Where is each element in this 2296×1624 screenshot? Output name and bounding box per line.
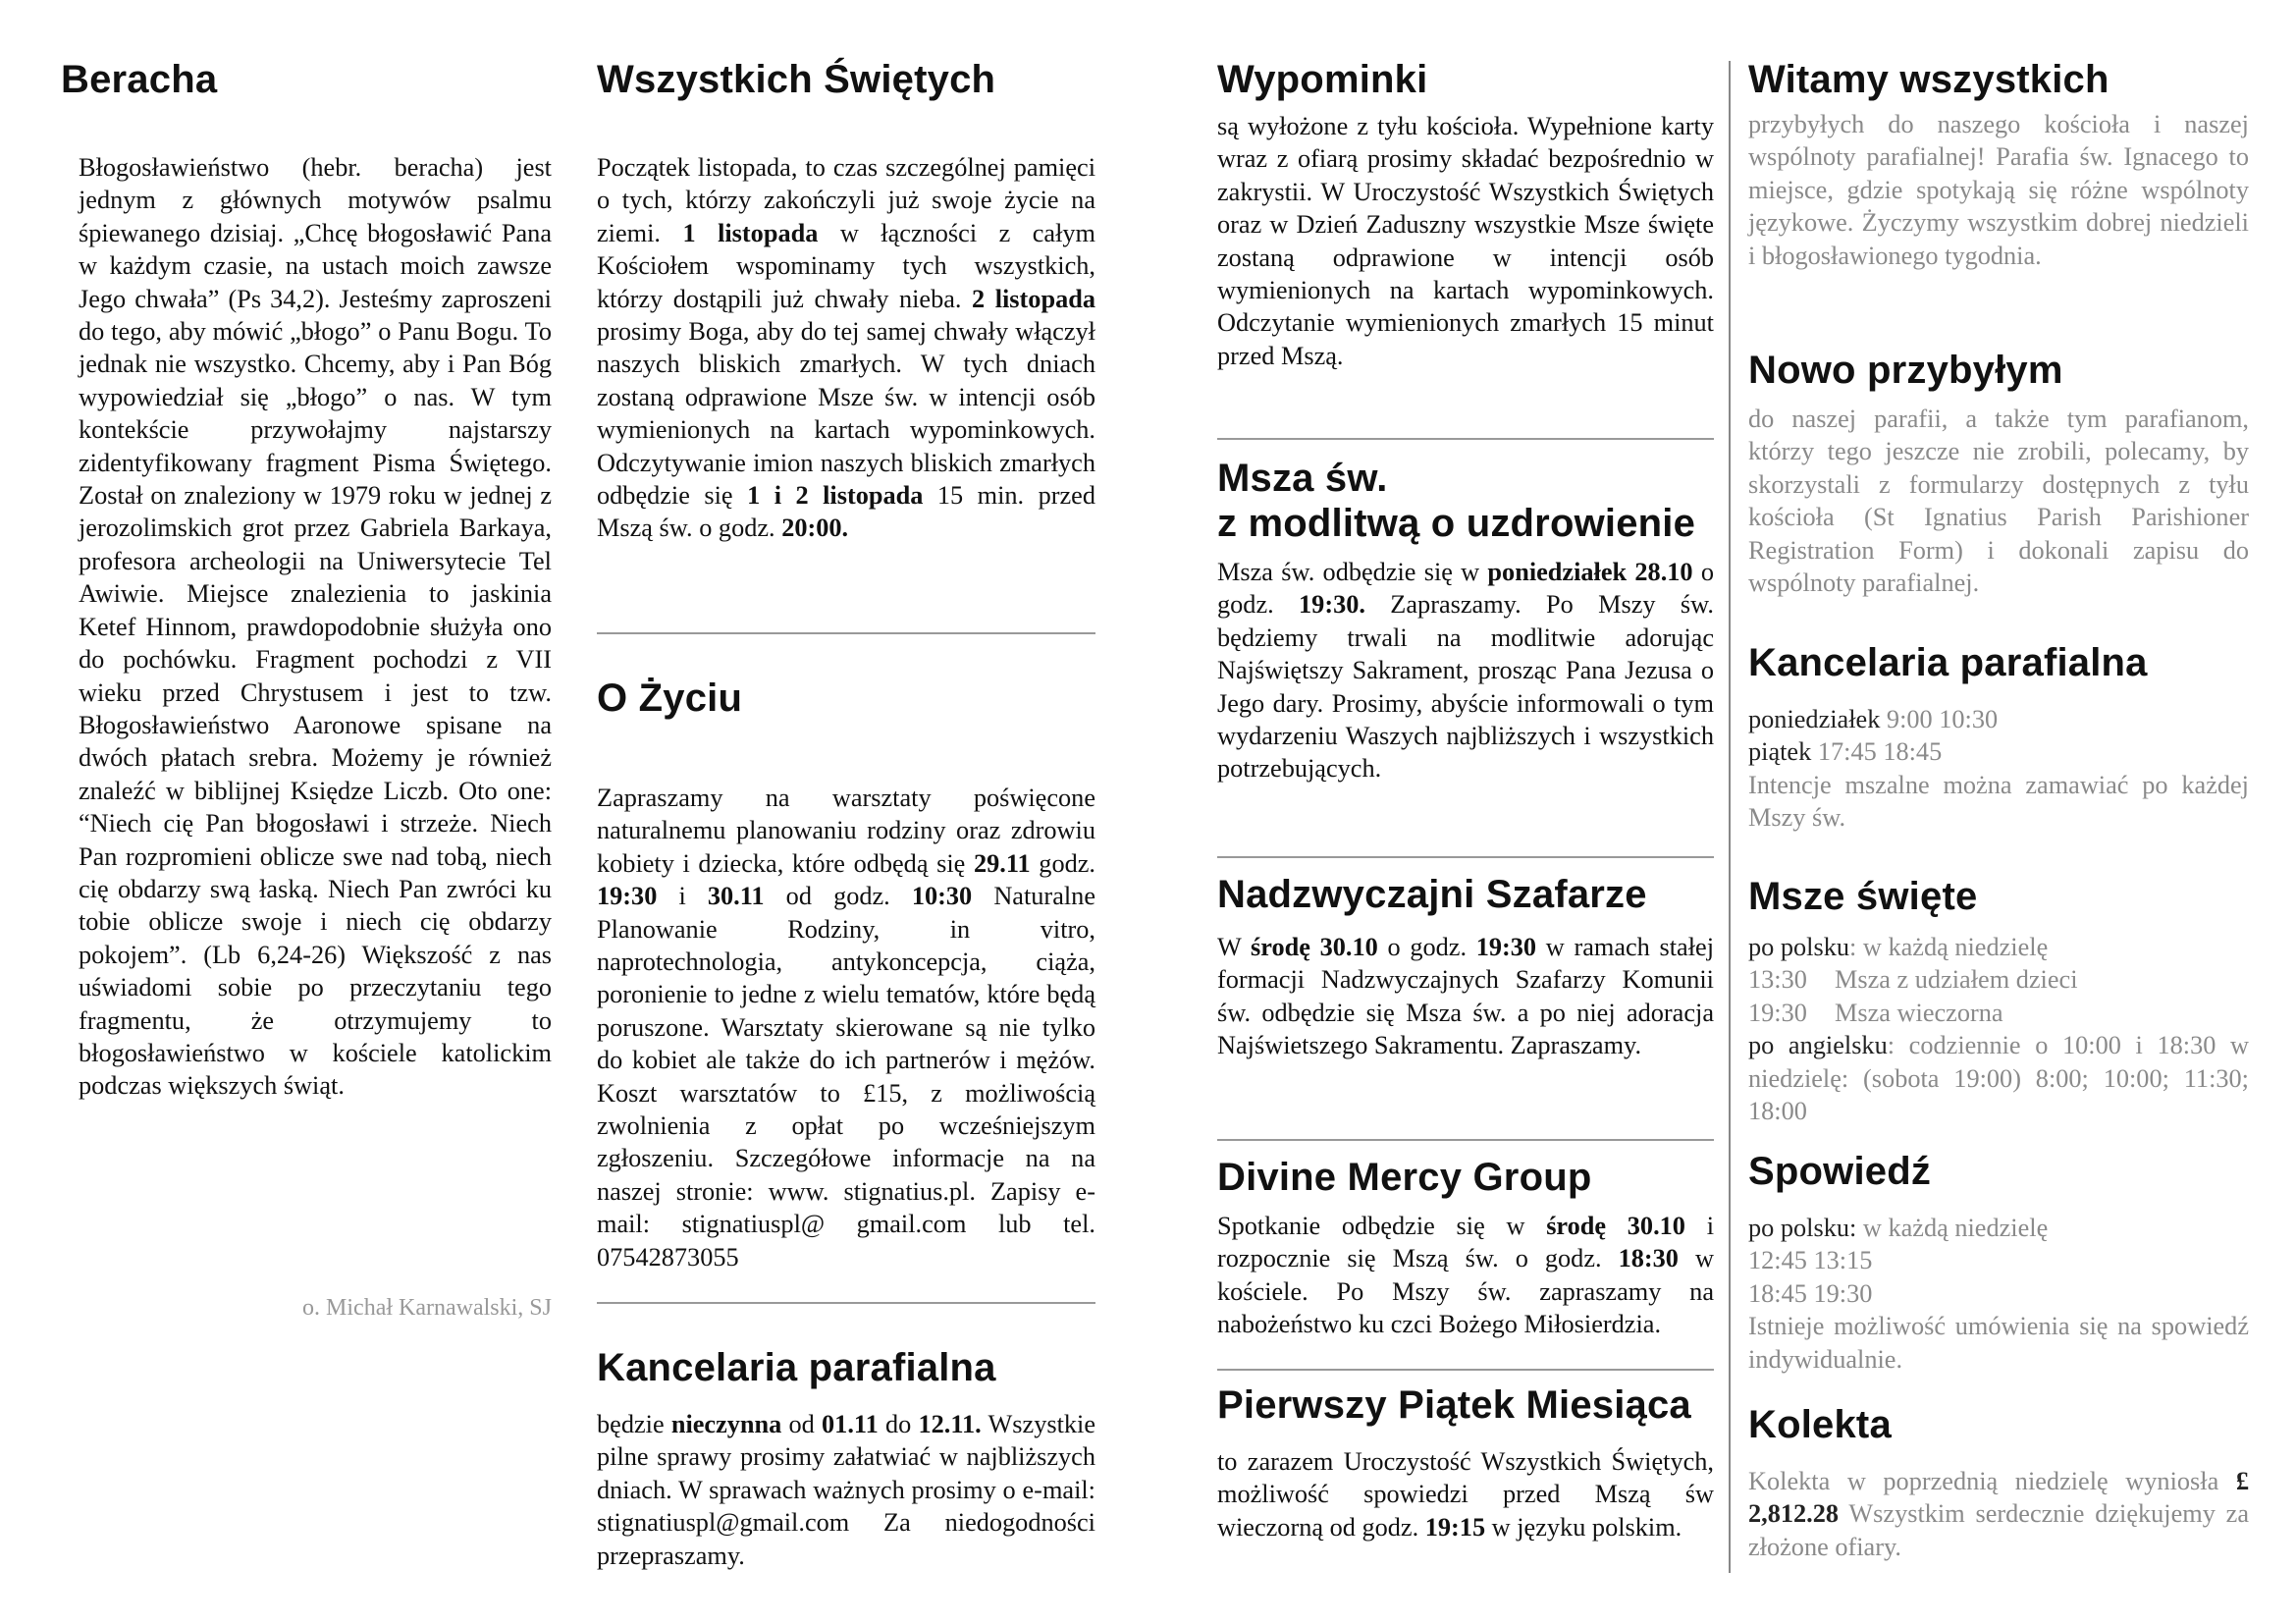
divider [1217, 856, 1714, 858]
section-title: Witamy wszystkich [1748, 58, 2109, 101]
mass-row: 19:30 Msza wieczorna [1748, 998, 2003, 1027]
section-healing-mass [1217, 456, 1714, 785]
divider [1217, 1139, 1714, 1141]
divider [597, 1302, 1095, 1304]
section-title: Nadzwyczajni Szafarze [1217, 873, 1647, 916]
section-divine-mercy [1217, 1155, 1714, 1341]
beracha-body: Błogosławieństwo (hebr. beracha) jest jednym z głównych motywów psalmu śpiewanego dzisiaj. „Chcę błogosławić Pana w każdym czasie, na ustach moich zawsze Jego chwała” (Ps 34,2). Jesteśmy zaproszeni do tego, aby mówić „błogo” o Panu Bogu. To jednak nie wszystko. Chcemy, aby i Pan Bóg wypowiedział się „błogo” o nas. W tym kontekście przywołajmy najstarszy zidentyfikowany fragment Pisma Świętego. Został on znaleziony w 1979 roku w jednej z jerozolimskich grot przez Gabriela Barkaya, profesora archeologii na Uniwersytecie Tel Awiwie. Miejsce znalezienia to jaskinia Ketef Hinnom, prawdopodobnie służyła ono do pochówku. Fragment pochodzi z VII wieku przed Chrystusem i jest to tzw. Błogosławieństwo Aaronowe spisane na dwóch płatach srebra. Możemy je również znaleźć w biblijnej Księdze Liczb. Oto one: “Niech cię Pan błogosławi i strzeże. Niech Pan rozpromieni oblicze swe nad tobą, niech cię obdarzy swą łaską. Niech Pan zwróci ku tobie oblicze swoje i niech cię obdarzy pokojem”. (Lb 6,24-26) Większość z nas uświadomi sobie po przeczytaniu tego fragmentu, że otrzymujemy to błogosławieństwo w kościele katolickim podczas większych świąt. [79, 153, 552, 1101]
confession-time: 12:45 13:15 [1748, 1246, 1873, 1275]
section-office-hours [1748, 640, 2249, 835]
mass-row: 13:30 Msza z udziałem dzieci [1748, 965, 2078, 995]
section-title: Divine Mercy Group [1217, 1156, 1592, 1199]
section-confession [1748, 1149, 2249, 1376]
section-collection [1748, 1402, 2249, 1563]
section-masses [1748, 874, 2249, 1127]
beracha-body-wrap [79, 151, 552, 1103]
welcome-body: przybyłych do naszego kościoła i naszej wspólnoty parafialnej! Parafia św. Ignacego to miejsce, gdzie spotykają się różne wspólnoty językowe. Życzymy wszystkim dobrej niedzieli i błogosławionego tygodnia. [1748, 110, 2249, 270]
divider [1217, 1369, 1714, 1371]
office-note: Intencje mszalne można zamawiać po każdej Mszy św. [1748, 770, 2249, 833]
ministers-body: W środę 30.10 o godz. 19:30 w ramach stałej formacji Nadzwyczajnych Szafarzy Komunii św. odbędzie się Msza św. a po niej adoracja Najświetszego Sakramentu. Zapraszamy. [1217, 933, 1715, 1060]
section-title: Pierwszy Piątek Miesiąca [1217, 1383, 1691, 1427]
section-first-friday [1217, 1382, 1714, 1543]
section-life [597, 676, 1095, 1273]
mercy-body: Spotkanie odbędzie się w środę 30.10 i rozpocznie się Mszą św. o godz. 18:30 w kościele. Po Mszy św. zapraszamy na nabożeństwo ku czci Bożego Miłosierdzia. [1217, 1212, 1714, 1339]
section-title: Wszystkich Świętych [597, 58, 996, 101]
section-title: Kancelaria parafialna [1748, 641, 2148, 684]
section-remembrance [1217, 57, 1714, 372]
life-body: Zapraszamy na warsztaty poświęcone naturalnemu planowaniu rodziny oraz zdrowiu kobiety i dziecka, które odbędą się 29.11 godz. 19:30 i 30.11 od godz. 10:30 Naturalne Planowanie Rodziny, in vitro, naprotechnologia, antykoncepcja, ciąża, poronienie to jedne z wielu tematów, które będą poruszone. Warsztaty skierowane są nie tylko do kobiet ale także do ich partnerów i mężów. Koszt warsztatów to £15, z możliwością zwolnienia z opłat po wcześniejszym zgłoszeniu. Szczegółowe informacje na na naszej stronie: www. stignatius.pl. Zapisy e-mail: stignatiuspl@ gmail.com lub tel. 07542873055 [597, 784, 1095, 1272]
all-saints-body: Początek listopada, to czas szczególnej pamięci o tych, którzy zakończyli już swoje życie na ziemi. 1 listopada w łączności z całym Kościołem wspominamy tych wszystkich, którzy dostąpili już chwały nieba. 2 listopada prosimy Boga, aby do tej samej chwały włączył naszych bliskich zmarłych. W tych dniach zostaną odprawione Msze św. w intencji osób wymienionych na kartach wypominkowych. Odczytywanie imion naszych bliskich zmarłych odbędzie się 1 i 2 listopada 15 min. przed Mszą św. o godz. 20:00. [597, 153, 1096, 543]
confession-note: Istnieje możliwość umówienia się na spowiedź indywidualnie. [1748, 1312, 2249, 1374]
collection-body: Kolekta w poprzednią niedzielę wyniosła £ 2,812.28 Wszystkim serdecznie dziękujemy za złożone ofiary. [1748, 1467, 2249, 1561]
beracha-signature-wrap [61, 1292, 552, 1325]
section-title: Beracha [61, 58, 218, 101]
remembrance-body: są wyłożone z tyłu kościoła. Wypełnione karty wraz z ofiarą prosimy składać bezpośrednio w zakrystii. W Uroczystość Wszystkich Świętych oraz w Dzień Zaduszny wszystkie Msze święte zostaną odprawione w intencji osób wymienionych na kartach wypominkowych. Odczytanie wymienionych zmarłych 15 minut przed Mszą. [1217, 112, 1714, 370]
first-friday-body: to zarazem Uroczystość Wszystkich Świętych, możliwość spowiedzi przed Mszą św wieczorną od godz. 19:15 w języku polskim. [1217, 1447, 1714, 1542]
masses-english: po angielsku: codziennie o 10:00 i 18:30 w niedzielę: (sobota 19:00) 8:00; 10:00; 11:30; 18:00 [1748, 1031, 2250, 1126]
office-hours-monday: poniedziałek 9:00 10:30 [1748, 705, 1999, 733]
confession-time: 18:45 19:30 [1748, 1278, 1873, 1308]
section-welcome [1748, 57, 2249, 272]
section-newcomers [1748, 348, 2249, 599]
section-ministers [1217, 872, 1714, 1062]
newcomers-body: do naszej parafii, a także tym parafianom, którzy tego jeszcze nie zrobili, polecamy, by skorzystali z formularzy dostępnych z tyłu kościoła (St Ignatius Parish Parishioner Registration Form) i dokonali zapisu do wspólnoty parafialnej. [1748, 405, 2249, 598]
section-office-closed [597, 1345, 1095, 1572]
section-all-saints [597, 57, 1095, 545]
author-signature: o. Michał Karnawalski, SJ [302, 1295, 552, 1321]
section-beracha [61, 57, 552, 102]
section-title: Nowo przybyłym [1748, 349, 2063, 392]
office-closed-body: będzie nieczynna od 01.11 do 12.11. Wszystkie pilne sprawy prosimy załatwiać w najbliższych dniach. W sprawach ważnych prosimy o e-mail: stignatiuspl@gmail.com Za niedogodności przepraszamy. [597, 1410, 1096, 1570]
section-title: Msza św. z modlitwą o uzdrowienie [1217, 457, 1696, 545]
office-hours-friday: piątek 17:45 18:45 [1748, 737, 1943, 767]
section-title: Spowiedź [1748, 1150, 1932, 1193]
section-title: Msze święte [1748, 875, 1978, 918]
divider [597, 632, 1095, 634]
column-divider [1729, 61, 1731, 1573]
section-title: Kancelaria parafialna [597, 1346, 996, 1389]
confession-polish: po polsku: w każdą niedzielę [1748, 1214, 2049, 1242]
section-title: O Życiu [597, 677, 743, 720]
section-title: Wypominki [1217, 58, 1428, 101]
section-title: Kolekta [1748, 1403, 1892, 1446]
masses-polish: po polsku: w każdą niedzielę [1748, 933, 2049, 961]
divider [1217, 438, 1714, 440]
healing-body: Msza św. odbędzie się w poniedziałek 28.10 o godz. 19:30. Zapraszamy. Po Mszy św. będziemy trwali na modlitwie adorując Najświętszy Sakrament, prosząc Pana Jezusa o Jego dary. Prosimy, abyście informowali o tym wydarzeniu Waszych najbliższych i wszystkich potrzebujących. [1217, 558, 1714, 784]
